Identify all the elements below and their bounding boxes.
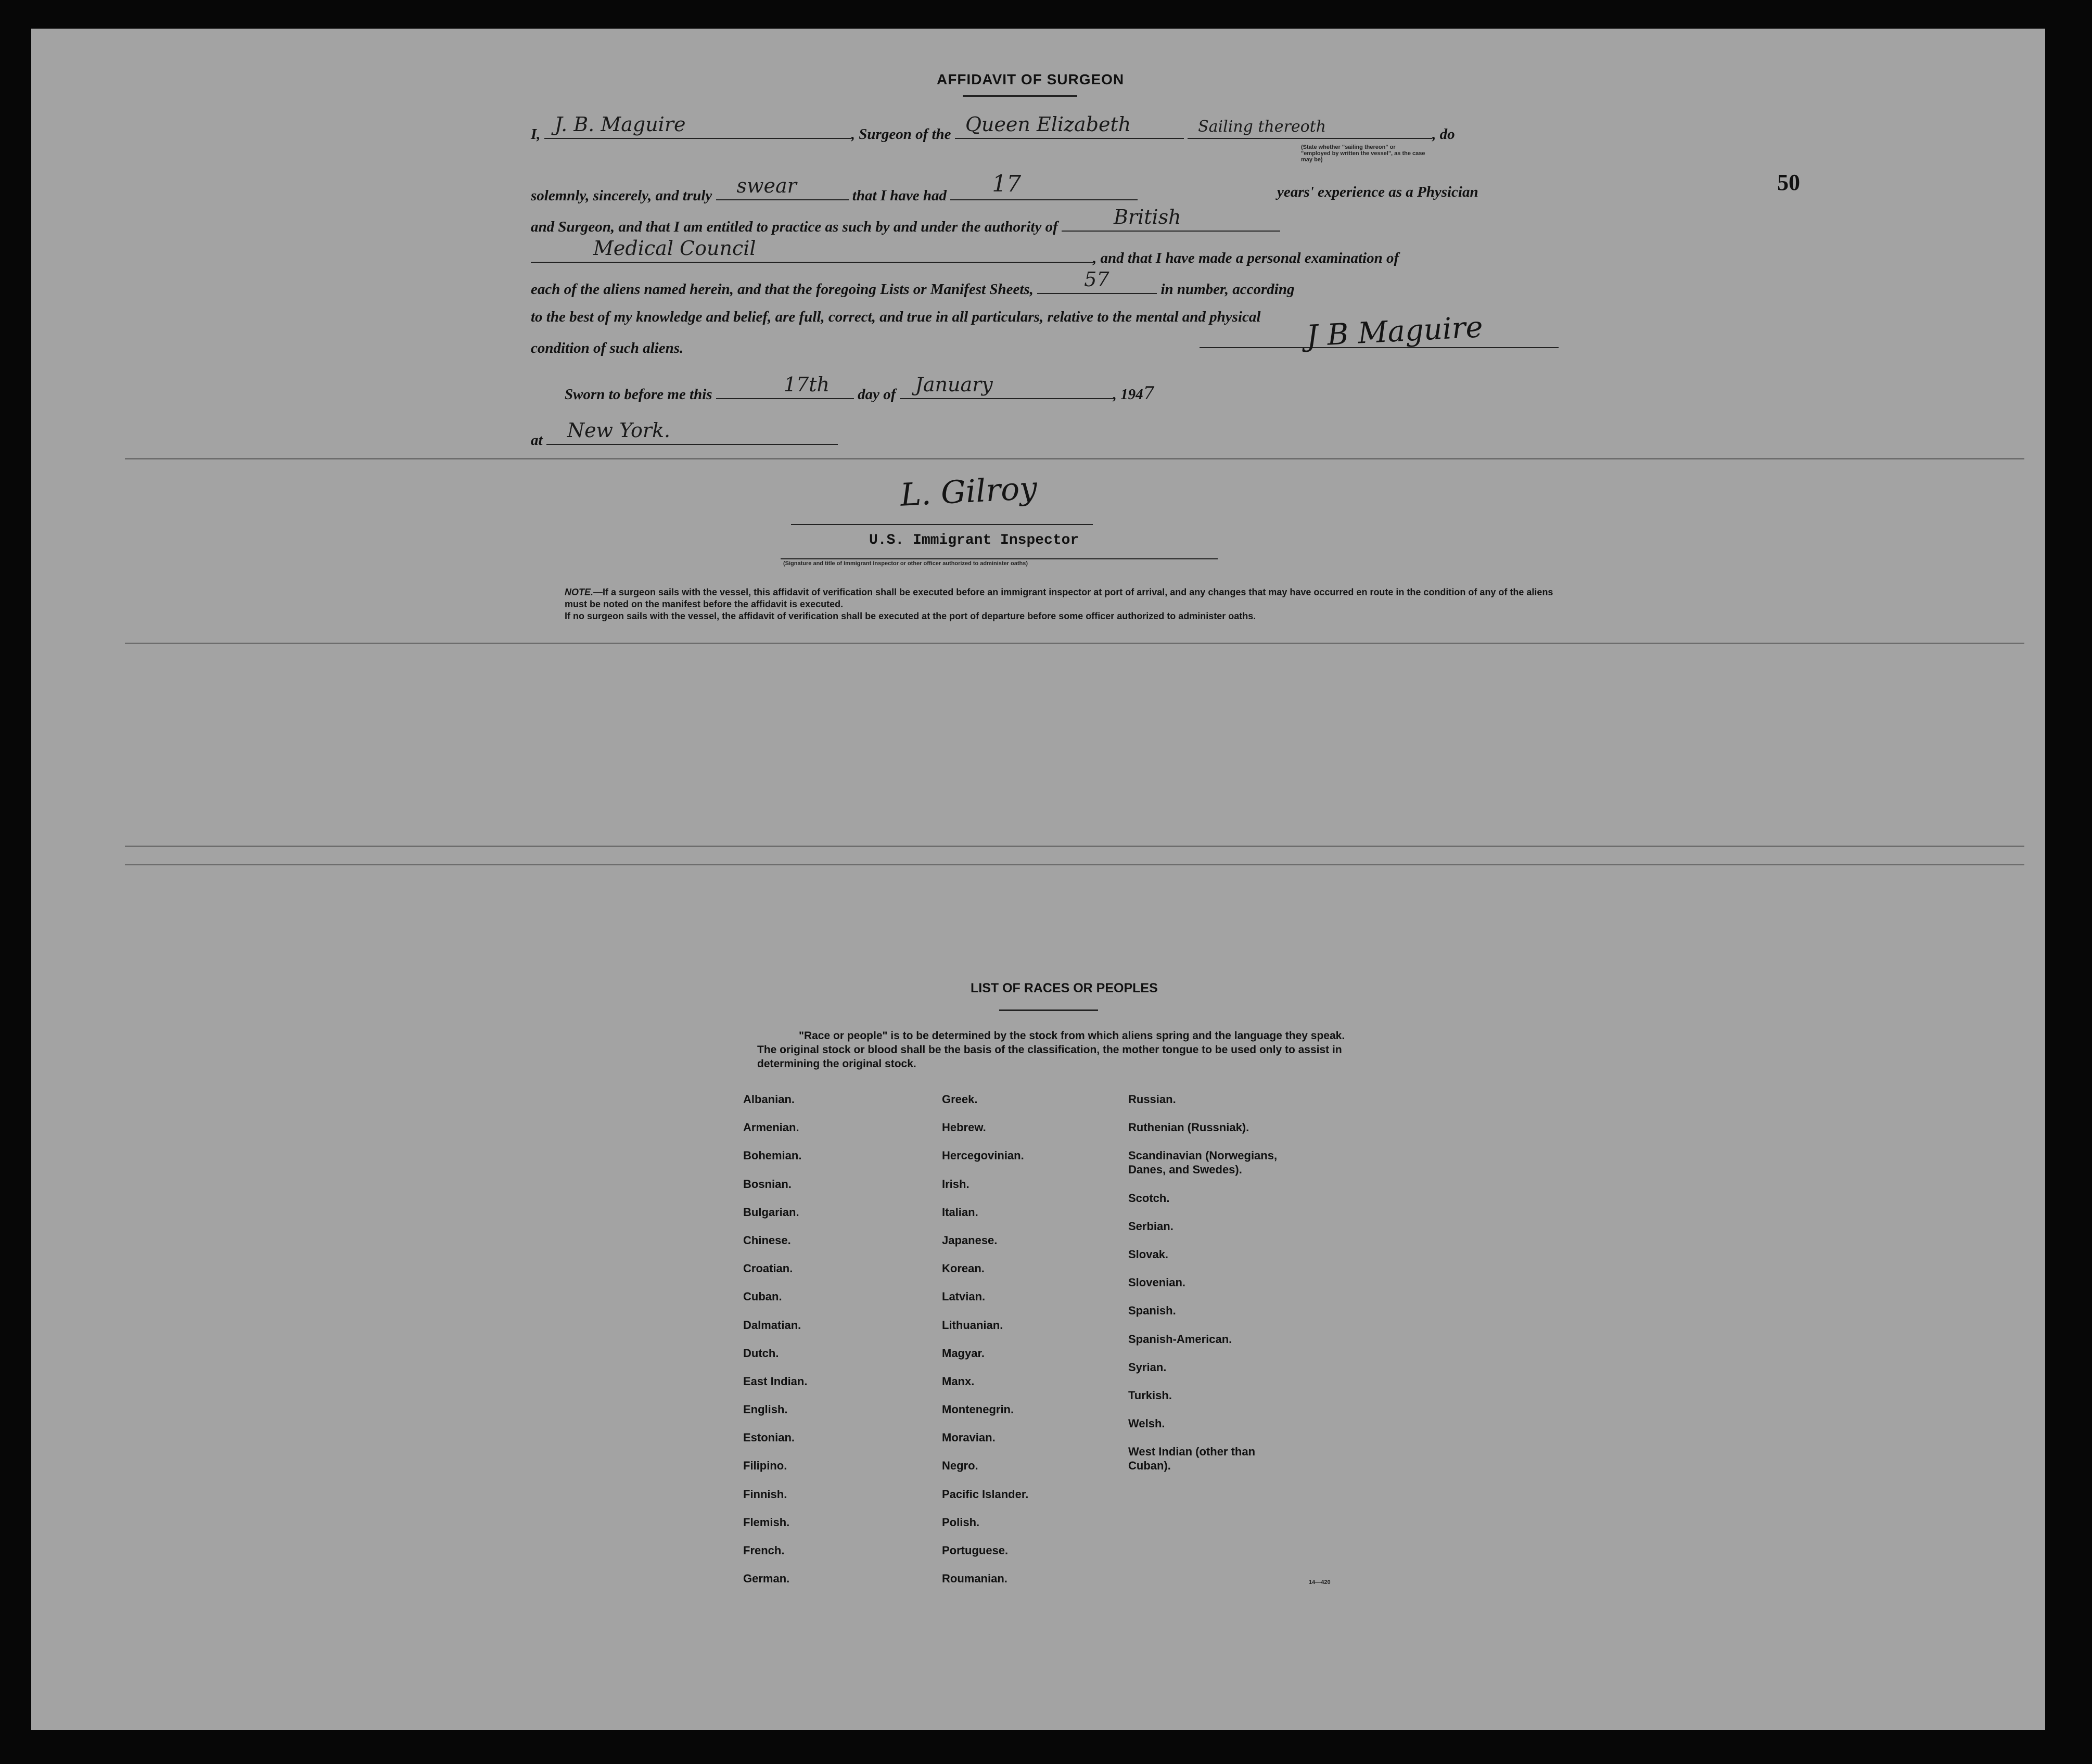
race-item: Korean. (942, 1262, 985, 1275)
surgeon-name-field: J. B. Maguire (544, 122, 851, 139)
race-item: Scotch. (1128, 1191, 1170, 1205)
race-item: Greek. (942, 1093, 978, 1106)
affidavit-text: years' experience as a Physician (1277, 184, 1478, 200)
race-item: Danes, and Swedes). (1128, 1163, 1242, 1177)
affidavit-text: to the best of my knowledge and belief, are full, correct, and true in all particulars, relative to the mental and physical (531, 309, 1261, 325)
document-title: AFFIDAVIT OF SURGEON (937, 71, 1125, 87)
vessel-name-field: Queen Elizabeth (955, 122, 1184, 139)
sailing-note: (State whether "sailing thereon" or "employed by written the vessel", as the case may be) (1301, 144, 1425, 163)
sworn-day-field: 17th (716, 382, 854, 399)
race-item: Bohemian. (743, 1149, 802, 1162)
race-item: Slovenian. (1128, 1276, 1186, 1289)
affidavit-text: that I have had (852, 187, 947, 204)
race-item: Armenian. (743, 1121, 799, 1134)
race-item: Ruthenian (Russniak). (1128, 1121, 1249, 1134)
affidavit-text: in number, according (1160, 281, 1295, 298)
race-item: Dutch. (743, 1346, 779, 1360)
races-title-underline (999, 1009, 1098, 1011)
affidavit-text: , do (1432, 126, 1455, 143)
affidavit-text: each of the aliens named herein, and that the foregoing Lists or Manifest Sheets, (531, 281, 1034, 298)
note-paragraph-2: If no surgeon sails with the vessel, the affidavit of verification shall be executed at the port of departure before some officer authorized to administer oaths. (565, 611, 1256, 621)
affidavit-text: , and that I have made a personal examination of (1093, 250, 1399, 266)
race-item: Polish. (942, 1515, 980, 1529)
oath-field: swear (716, 184, 849, 200)
race-item: Lithuanian. (942, 1318, 1003, 1332)
race-item: Turkish. (1128, 1388, 1172, 1402)
inspector-title: U.S. Immigrant Inspector (869, 532, 1079, 548)
sworn-line: Sworn to before me this 17th day of January , 1947 (565, 373, 1155, 404)
race-item: Cuban). (1128, 1459, 1171, 1473)
race-item: Dalmatian. (743, 1318, 801, 1332)
race-item: Negro. (942, 1459, 978, 1473)
verification-note (565, 586, 1569, 622)
sworn-year-digit: 7 (1143, 383, 1155, 404)
race-item: Estonian. (743, 1431, 795, 1445)
sworn-month-field: January (900, 382, 1113, 399)
page-number: 50 (1777, 170, 1800, 195)
race-item: French. (743, 1544, 785, 1557)
race-item: Manx. (942, 1374, 975, 1388)
race-item: Finnish. (743, 1487, 787, 1501)
race-item: Slovak. (1128, 1247, 1169, 1261)
race-item: Welsh. (1128, 1417, 1165, 1430)
race-item: Montenegrin. (942, 1403, 1014, 1416)
races-column-1 (743, 1093, 807, 1600)
race-item: West Indian (other than (1128, 1445, 1256, 1459)
inspector-caption: (Signature and title of Immigrant Inspector or other officer authorized to administer oaths) (783, 560, 1028, 567)
note-paragraph-1: If a surgeon sails with the vessel, this affidavit of verification shall be executed before an immigrant inspector at port of arrival, and any changes that may have occurred en route in the condition of any of the aliens must be noted on the manifest before the affidavit is executed. (565, 587, 1553, 609)
affidavit-text: solemnly, sincerely, and truly (531, 187, 712, 204)
note-lead: NOTE.— (565, 587, 603, 597)
race-item: Magyar. (942, 1346, 985, 1360)
race-item: English. (743, 1403, 788, 1416)
sworn-place-line: at New York. (531, 428, 838, 449)
race-item: Scandinavian (Norwegians, (1128, 1149, 1278, 1162)
sheets-count-field: 57 (1037, 277, 1157, 294)
form-code: 14—420 (1309, 1579, 1331, 1586)
council-field: Medical Council (531, 246, 1093, 263)
race-item: Bulgarian. (743, 1205, 799, 1219)
race-item: Flemish. (743, 1515, 790, 1529)
race-item: Portuguese. (942, 1544, 1009, 1557)
race-item: Cuban. (743, 1290, 782, 1303)
races-intro: "Race or people" is to be determined by the stock from which aliens spring and the language they speak. The original stock or blood shall be the basis of the classification, the mother tongue to be used only to assist in determining the original stock. (757, 1030, 1345, 1070)
race-item: Syrian. (1128, 1360, 1167, 1374)
race-item: Japanese. (942, 1233, 998, 1247)
race-item: Spanish-American. (1128, 1332, 1232, 1346)
race-item: Chinese. (743, 1233, 791, 1247)
inspector-signature: L. Gilroy (899, 470, 1038, 514)
sailing-status-field: Sailing thereoth (1188, 122, 1432, 139)
race-item: Bosnian. (743, 1177, 792, 1191)
title-underline (963, 95, 1077, 97)
sworn-place-field: New York. (546, 428, 838, 445)
race-item: Filipino. (743, 1459, 787, 1473)
race-item: East Indian. (743, 1374, 808, 1388)
race-item: Moravian. (942, 1431, 996, 1445)
inspector-caption-line (781, 558, 1218, 559)
authority-field: British (1062, 215, 1280, 232)
race-item: Serbian. (1128, 1219, 1173, 1233)
race-item: Croatian. (743, 1262, 793, 1275)
affidavit-text: and Surgeon, and that I am entitled to practice as such by and under the authority of (531, 219, 1058, 235)
years-field: 17 (950, 184, 1138, 200)
race-item: Hercegovinian. (942, 1149, 1024, 1162)
race-item: Irish. (942, 1177, 970, 1191)
race-item: Spanish. (1128, 1304, 1176, 1318)
surgeon-signature: J B Maguire (1305, 310, 1484, 353)
affidavit-text: condition of such aliens. (531, 340, 684, 356)
inspector-signature-line (791, 524, 1093, 525)
race-item: German. (743, 1572, 790, 1586)
race-item: Italian. (942, 1205, 978, 1219)
races-list-title: LIST OF RACES OR PEOPLES (971, 981, 1158, 995)
race-item: Roumanian. (942, 1572, 1007, 1586)
race-item: Pacific Islander. (942, 1487, 1029, 1501)
races-column-2 (942, 1093, 1028, 1600)
races-column-3 (1128, 1093, 1277, 1487)
manifest-sheet (31, 29, 2045, 1730)
race-item: Hebrew. (942, 1121, 986, 1134)
race-item: Latvian. (942, 1290, 986, 1303)
race-item: Albanian. (743, 1093, 795, 1106)
race-item: Russian. (1128, 1093, 1176, 1106)
affidavit-text: I, (531, 126, 541, 143)
affidavit-text: , Surgeon of the (851, 126, 951, 143)
